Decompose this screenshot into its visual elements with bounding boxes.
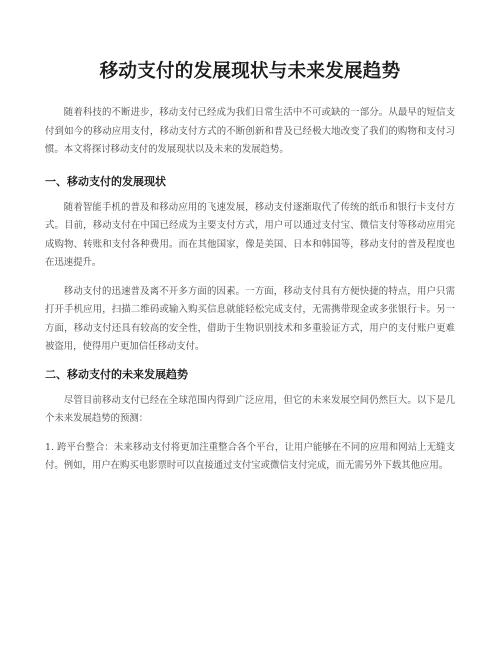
section-2-list-item-1: 1. 跨平台整合：未来移动支付将更加注重整合各个平台，让用户能够在不同的应用和网站上无缝支付。例如，用户在购买电影票时可以直接通过支付宝或微信支付完成，而无需另外下载其他应用。: [45, 441, 455, 471]
section-1-heading: 一、移动支付的发展现状: [45, 174, 166, 188]
section-1-paragraph-1: 随着智能手机的普及和移动应用的飞速发展，移动支付逐渐取代了传统的纸币和银行卡支付方式。目前，移动支付在中国已经成为主要支付方式，用户可以通过支付宝、微信支付等移动应用完成购物、转账和支付各种费用。而在其他国家，像是美国、日本和韩国等，移动支付的普及程度也在迅速提升。: [45, 201, 455, 268]
section-2-heading: 二、移动支付的未来发展趋势: [45, 367, 188, 381]
intro-paragraph: 随着科技的不断进步，移动支付已经成为我们日常生活中不可或缺的一部分。从最早的短信支付到如今的移动应用支付，移动支付方式的不断创新和普及已经极大地改变了我们的购物和支付习惯。本文将探讨移动支付的发展现状以及未来的发展趋势。: [45, 107, 455, 155]
document-title: 移动支付的发展现状与未来发展趋势: [99, 61, 401, 82]
section-1-paragraph-2: 移动支付的迅速普及离不开多方面的因素。一方面，移动支付具有方便快捷的特点，用户只需打开手机应用，扫描二维码或输入购买信息就能轻松完成支付，无需携带现金或多张银行卡。另一方面，移动支付还具有较高的安全性，借助于生物识别技术和多重验证方式，用户的支付账户更难被盗用，使得用户更加信任移动支付。: [45, 285, 455, 352]
section-2-paragraph-1: 尽管目前移动支付已经在全球范围内得到广泛应用，但它的未来发展空间仍然巨大。以下是几个未来发展趋势的预测：: [45, 394, 455, 424]
